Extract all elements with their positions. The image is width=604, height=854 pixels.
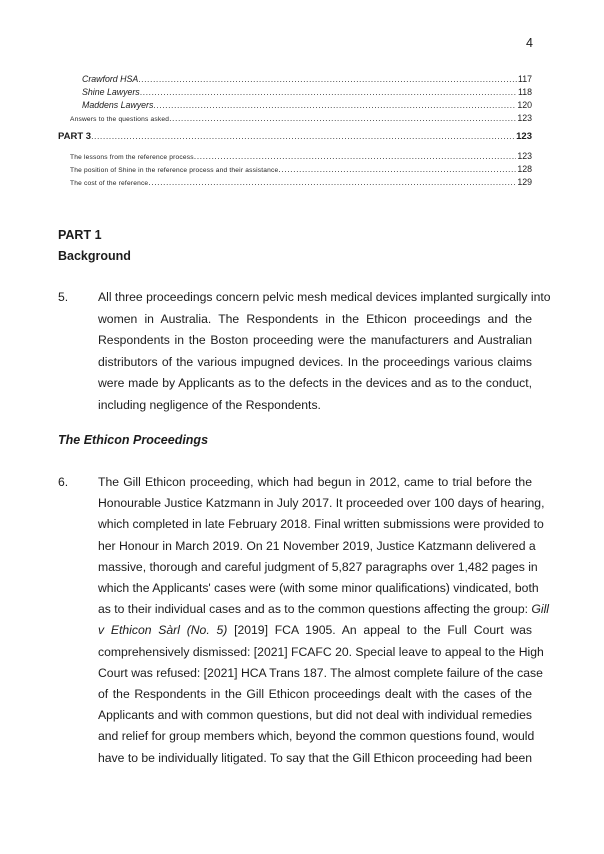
paragraph-line: were made by Applicants as to the defects in the devices and as to the conduct, — [98, 376, 532, 390]
toc-entry-label: The cost of the reference — [70, 180, 149, 187]
toc-entry-label: Crawford HSA — [82, 74, 139, 84]
paragraph-line — [98, 623, 532, 643]
line-text: as to their individual cases and as to the common questions affecting the group: — [98, 602, 532, 617]
paragraph-line: massive, thorough and careful judgment of 5,827 paragraphs over 1,482 pages in — [98, 559, 538, 574]
paragraph-line: Applicants and with common questions, but did not deal with individual remedies — [98, 708, 532, 723]
toc-leader-dots — [91, 131, 515, 141]
toc-entry-label: PART 3 — [58, 131, 92, 142]
toc-entry-page: 129 — [517, 177, 532, 187]
paragraph-line: and relief for group members which, beyond the common questions found, would — [98, 729, 535, 744]
toc-entry-page: 123 — [516, 131, 532, 142]
paragraph-line: distributors of the various impugned devices. In the proceedings various claims — [98, 354, 532, 369]
toc-entry — [58, 113, 532, 125]
toc-entry — [58, 131, 532, 143]
paragraph-line: her Honour in March 2019. On 21 November 2019, Justice Katzmann delivered a — [98, 538, 536, 553]
paragraph-number: 6. — [58, 475, 69, 489]
section-heading: Background — [58, 249, 131, 263]
toc-entry-page: 123 — [517, 151, 532, 161]
paragraph-line: comprehensively dismissed: [2021] FCAFC 20. Special leave to appeal to the High — [98, 644, 544, 659]
toc-entry-label: The position of Shine in the reference process and their assistance — [70, 167, 279, 174]
toc-leader-dots — [148, 177, 516, 187]
paragraph-line: Honourable Justice Katzmann in July 2017. It proceeded over 100 days of hearing, — [98, 496, 545, 511]
toc-entry-page: 117 — [517, 74, 532, 84]
paragraph-line: All three proceedings concern pelvic mesh medical devices implanted surgically into — [98, 290, 551, 304]
toc-leader-dots — [169, 113, 516, 123]
paragraph-line: have to be individually litigated. To say that the Gill Ethicon proceeding had been — [98, 750, 533, 765]
paragraph-line: women in Australia. The Respondents in the Ethicon proceedings and the — [98, 311, 532, 326]
case-citation: v — [98, 623, 111, 638]
toc-entry-page: 120 — [517, 100, 532, 110]
line-text: [2019] FCA 1905. An appeal to the Full Court was — [227, 623, 533, 638]
case-citation: Ethicon Sàrl (No. 5) — [110, 623, 228, 638]
toc-leader-dots — [194, 151, 517, 161]
case-citation: Gill — [531, 602, 549, 617]
toc-entry — [58, 87, 532, 99]
paragraph-line: Court was refused: [2021] HCA Trans 187. The almost complete failure of the case — [98, 665, 543, 680]
toc-entry-label: Maddens Lawyers — [82, 100, 154, 110]
paragraph-line: The Gill Ethicon proceeding, which had begun in 2012, came to trial before the — [98, 475, 532, 489]
toc-entry — [58, 164, 532, 176]
paragraph-line: Respondents in the Boston proceeding were the manufacturers and Australian — [98, 333, 532, 347]
toc-leader-dots — [153, 100, 516, 110]
subheading-ethicon: The Ethicon Proceedings — [58, 433, 209, 447]
toc-leader-dots — [278, 164, 516, 174]
toc-entry-label: Answers to the questions asked — [70, 116, 170, 123]
toc-entry — [58, 100, 532, 112]
paragraph-line — [98, 602, 549, 622]
toc-entry — [58, 151, 532, 163]
paragraph-line: which the Applicants' cases were (with some minor qualifications) vindicated, both — [98, 581, 539, 595]
toc-leader-dots — [140, 87, 517, 97]
paragraph-line: of the Respondents in the Gill Ethicon proceedings dealt with the cases of the — [98, 687, 532, 701]
page-number: 4 — [526, 36, 533, 50]
paragraph-line: including negligence of the Respondents. — [98, 397, 321, 412]
paragraph-number: 5. — [58, 290, 69, 304]
toc-entry — [58, 74, 532, 86]
toc-entry-page: 128 — [517, 164, 532, 174]
toc-leader-dots — [138, 74, 517, 84]
toc-entry-label: Shine Lawyers — [82, 87, 140, 97]
toc-entry-page: 123 — [517, 113, 532, 123]
toc-entry — [58, 177, 532, 189]
paragraph-line: which completed in late February 2018. Final written submissions were provided to — [98, 517, 544, 532]
part-heading: PART 1 — [58, 228, 102, 242]
toc-entry-page: 118 — [517, 87, 532, 97]
toc-entry-label: The lessons from the reference process — [70, 154, 194, 161]
